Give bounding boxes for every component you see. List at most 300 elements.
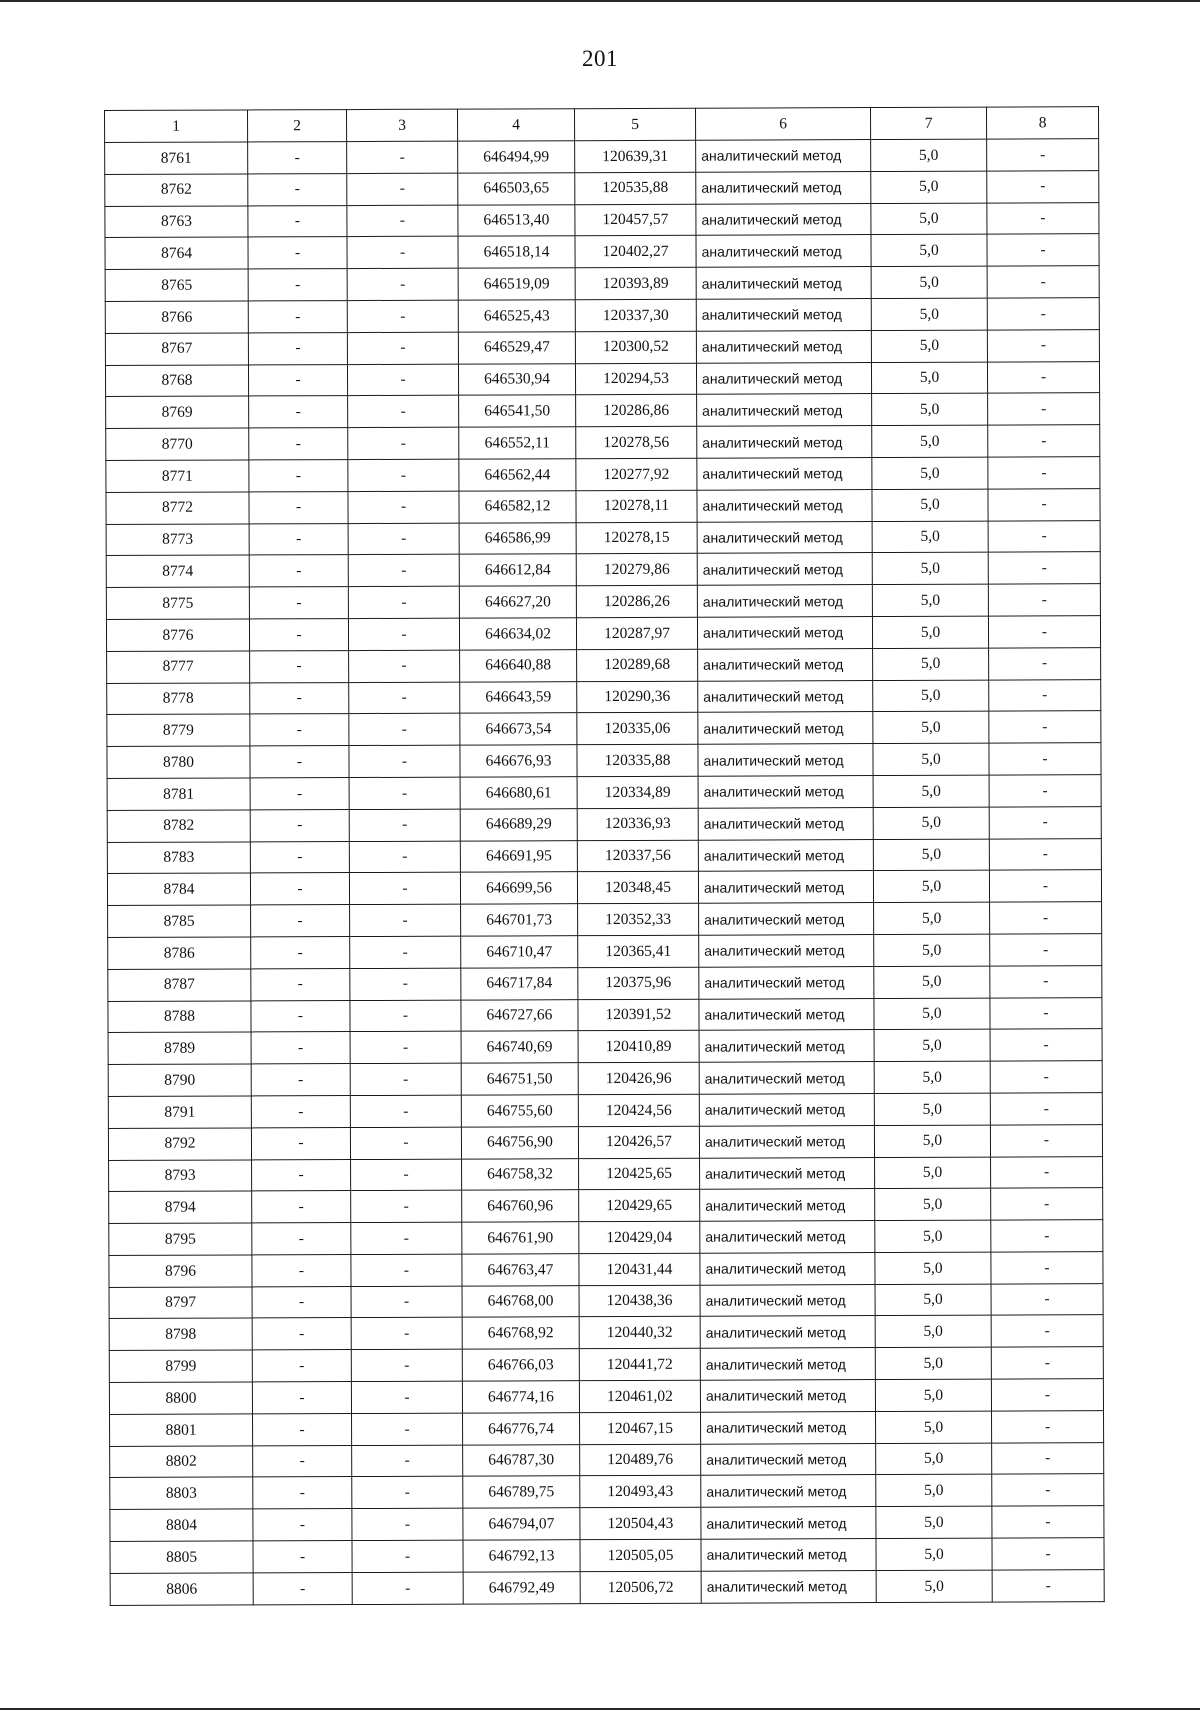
cell-col-8: - bbox=[990, 1029, 1102, 1061]
cell-col-3: - bbox=[350, 1031, 461, 1063]
cell-col-3: - bbox=[347, 268, 458, 300]
coordinate-y-cell: 120337,30 bbox=[575, 299, 696, 331]
table-row bbox=[105, 202, 1099, 238]
point-number-cell: 8766 bbox=[105, 301, 248, 333]
point-number-cell: 8792 bbox=[108, 1128, 251, 1160]
coordinate-x-cell: 646552,11 bbox=[459, 427, 576, 459]
coordinate-x-cell: 646751,50 bbox=[461, 1063, 578, 1095]
cell-col-3: - bbox=[352, 1540, 463, 1572]
table-row bbox=[108, 965, 1102, 1001]
coordinate-x-cell: 646761,90 bbox=[462, 1222, 579, 1254]
table-row bbox=[107, 870, 1101, 906]
coordinate-x-cell: 646699,56 bbox=[460, 872, 577, 904]
cell-col-2: - bbox=[252, 1159, 351, 1191]
point-number-cell: 8764 bbox=[105, 237, 248, 269]
cell-col-2: - bbox=[251, 905, 350, 937]
table-row bbox=[107, 743, 1101, 779]
point-number-cell: 8789 bbox=[108, 1032, 251, 1064]
cell-col-8: - bbox=[991, 1315, 1103, 1347]
coordinate-x-cell: 646768,92 bbox=[462, 1317, 579, 1349]
coordinate-y-cell: 120375,96 bbox=[578, 967, 699, 999]
table-row bbox=[108, 997, 1102, 1033]
point-number-cell: 8775 bbox=[106, 587, 249, 619]
method-cell: аналитический метод bbox=[701, 1507, 876, 1539]
cell-col-8: - bbox=[988, 552, 1100, 584]
method-cell: аналитический метод bbox=[698, 648, 873, 680]
coordinate-x-cell: 646689,29 bbox=[460, 808, 577, 840]
coordinate-x-cell: 646673,54 bbox=[460, 713, 577, 745]
cell-col-8: - bbox=[991, 1379, 1103, 1411]
cell-col-3: - bbox=[349, 713, 460, 745]
coordinate-x-cell: 646634,02 bbox=[459, 618, 576, 650]
cell-col-2: - bbox=[248, 301, 347, 333]
cell-col-2: - bbox=[248, 142, 347, 174]
cell-col-8: - bbox=[987, 170, 1099, 202]
cell-col-8: - bbox=[991, 1156, 1103, 1188]
cell-col-3: - bbox=[351, 1254, 462, 1286]
method-cell: аналитический метод bbox=[696, 140, 871, 172]
accuracy-cell: 5,0 bbox=[874, 934, 990, 966]
cell-col-3: - bbox=[351, 1286, 462, 1318]
accuracy-cell: 5,0 bbox=[871, 171, 987, 203]
cell-col-8: - bbox=[991, 1252, 1103, 1284]
coordinate-x-cell: 646525,43 bbox=[458, 300, 575, 332]
coordinate-x-cell: 646792,13 bbox=[463, 1540, 580, 1572]
cell-col-8: - bbox=[988, 393, 1100, 425]
table-row bbox=[108, 1061, 1102, 1097]
table-row bbox=[107, 806, 1101, 842]
method-cell: аналитический метод bbox=[701, 1411, 876, 1443]
cell-col-8: - bbox=[989, 711, 1101, 743]
table-row bbox=[110, 1474, 1104, 1510]
coordinate-y-cell: 120425,65 bbox=[579, 1158, 700, 1190]
cell-col-2: - bbox=[253, 1541, 352, 1573]
accuracy-cell: 5,0 bbox=[875, 1379, 991, 1411]
table-row bbox=[107, 838, 1101, 874]
point-number-cell: 8779 bbox=[107, 714, 250, 746]
cell-col-2: - bbox=[252, 1286, 351, 1318]
accuracy-cell: 5,0 bbox=[871, 139, 987, 171]
table-row bbox=[106, 457, 1100, 493]
cell-col-3: - bbox=[350, 1000, 461, 1032]
coordinate-x-cell: 646787,30 bbox=[463, 1444, 580, 1476]
point-number-cell: 8773 bbox=[106, 524, 249, 556]
accuracy-cell: 5,0 bbox=[876, 1443, 992, 1475]
coordinate-x-cell: 646562,44 bbox=[459, 459, 576, 491]
method-cell: аналитический метод bbox=[700, 1252, 875, 1284]
accuracy-cell: 5,0 bbox=[874, 1029, 990, 1061]
cell-col-2: - bbox=[248, 237, 347, 269]
accuracy-cell: 5,0 bbox=[872, 584, 988, 616]
method-cell: аналитический метод bbox=[700, 1221, 875, 1253]
method-cell: аналитический метод bbox=[698, 712, 873, 744]
cell-col-2: - bbox=[251, 1032, 350, 1064]
coordinate-y-cell: 120457,57 bbox=[575, 204, 696, 236]
cell-col-8: - bbox=[992, 1474, 1104, 1506]
point-number-cell: 8777 bbox=[107, 651, 250, 683]
coordinate-x-cell: 646518,14 bbox=[458, 236, 575, 268]
cell-col-3: - bbox=[350, 1063, 461, 1095]
cell-col-8: - bbox=[989, 743, 1101, 775]
cell-col-2: - bbox=[251, 936, 350, 968]
cell-col-2: - bbox=[253, 1509, 352, 1541]
point-number-cell: 8790 bbox=[108, 1064, 251, 1096]
method-cell: аналитический метод bbox=[696, 235, 871, 267]
cell-col-3: - bbox=[351, 1318, 462, 1350]
cell-col-8: - bbox=[990, 965, 1102, 997]
coordinate-y-cell: 120441,72 bbox=[579, 1349, 700, 1381]
coordinate-y-cell: 120410,89 bbox=[578, 1031, 699, 1063]
cell-col-8: - bbox=[989, 679, 1101, 711]
coordinate-y-cell: 120424,56 bbox=[578, 1094, 699, 1126]
method-cell: аналитический метод bbox=[699, 1093, 874, 1125]
accuracy-cell: 5,0 bbox=[875, 1284, 991, 1316]
cell-col-3: - bbox=[347, 237, 458, 269]
accuracy-cell: 5,0 bbox=[876, 1538, 992, 1570]
table-row bbox=[109, 1315, 1103, 1351]
method-cell: аналитический метод bbox=[697, 489, 872, 521]
accuracy-cell: 5,0 bbox=[872, 521, 988, 553]
cell-col-3: - bbox=[351, 1222, 462, 1254]
cell-col-3: - bbox=[347, 141, 458, 173]
coordinate-x-cell: 646760,96 bbox=[462, 1190, 579, 1222]
cell-col-2: - bbox=[249, 460, 348, 492]
table-row bbox=[105, 139, 1099, 175]
method-cell: аналитический метод bbox=[699, 1062, 874, 1094]
coordinate-y-cell: 120277,92 bbox=[576, 458, 697, 490]
cell-col-3: - bbox=[352, 1445, 463, 1477]
accuracy-cell: 5,0 bbox=[874, 1125, 990, 1157]
point-number-cell: 8801 bbox=[110, 1414, 253, 1446]
accuracy-cell: 5,0 bbox=[873, 711, 989, 743]
table-row bbox=[109, 1220, 1103, 1256]
cell-col-8: - bbox=[992, 1538, 1104, 1570]
cell-col-8: - bbox=[988, 425, 1100, 457]
accuracy-cell: 5,0 bbox=[871, 235, 987, 267]
method-cell: аналитический метод bbox=[697, 553, 872, 585]
cell-col-8: - bbox=[989, 647, 1101, 679]
cell-col-3: - bbox=[352, 1508, 463, 1540]
table-row bbox=[106, 520, 1100, 556]
coordinate-x-cell: 646763,47 bbox=[462, 1254, 579, 1286]
table-header-row bbox=[105, 107, 1099, 143]
coordinate-y-cell: 120393,89 bbox=[575, 267, 696, 299]
method-cell: аналитический метод bbox=[696, 267, 871, 299]
accuracy-cell: 5,0 bbox=[872, 616, 988, 648]
coordinate-x-cell: 646627,20 bbox=[459, 586, 576, 618]
point-number-cell: 8778 bbox=[107, 682, 250, 714]
cell-col-2: - bbox=[248, 205, 347, 237]
method-cell: аналитический метод bbox=[698, 871, 873, 903]
cell-col-2: - bbox=[250, 778, 349, 810]
cell-col-2: - bbox=[253, 1572, 352, 1604]
coordinate-y-cell: 120335,88 bbox=[577, 744, 698, 776]
table-row bbox=[108, 934, 1102, 970]
column-header: 7 bbox=[870, 107, 986, 139]
coordinate-y-cell: 120278,15 bbox=[576, 522, 697, 554]
coordinate-y-cell: 120438,36 bbox=[579, 1285, 700, 1317]
coordinate-x-cell: 646503,65 bbox=[458, 172, 575, 204]
cell-col-3: - bbox=[349, 682, 460, 714]
accuracy-cell: 5,0 bbox=[874, 998, 990, 1030]
cell-col-2: - bbox=[248, 364, 347, 396]
point-number-cell: 8770 bbox=[106, 428, 249, 460]
cell-col-8: - bbox=[987, 361, 1099, 393]
coordinate-y-cell: 120334,89 bbox=[577, 776, 698, 808]
cell-col-8: - bbox=[987, 234, 1099, 266]
coordinate-x-cell: 646643,59 bbox=[460, 681, 577, 713]
coordinate-x-cell: 646691,95 bbox=[460, 840, 577, 872]
coordinate-x-cell: 646758,32 bbox=[462, 1158, 579, 1190]
page-number: 201 bbox=[582, 46, 618, 71]
coordinate-y-cell: 120278,56 bbox=[576, 426, 697, 458]
coordinate-y-cell: 120426,96 bbox=[578, 1062, 699, 1094]
cell-col-3: - bbox=[351, 1349, 462, 1381]
cell-col-3: - bbox=[352, 1413, 463, 1445]
cell-col-8: - bbox=[990, 1061, 1102, 1093]
column-header: 6 bbox=[695, 108, 870, 141]
coordinate-y-cell: 120294,53 bbox=[575, 363, 696, 395]
method-cell: аналитический метод bbox=[700, 1348, 875, 1380]
point-number-cell: 8783 bbox=[107, 841, 250, 873]
method-cell: аналитический метод bbox=[699, 934, 874, 966]
cell-col-8: - bbox=[991, 1283, 1103, 1315]
method-cell: аналитический метод bbox=[696, 362, 871, 394]
accuracy-cell: 5,0 bbox=[872, 425, 988, 457]
cell-col-3: - bbox=[347, 173, 458, 205]
cell-col-2: - bbox=[249, 396, 348, 428]
point-number-cell: 8803 bbox=[110, 1477, 253, 1509]
cell-col-2: - bbox=[250, 873, 349, 905]
coordinate-x-cell: 646794,07 bbox=[463, 1508, 580, 1540]
coordinate-x-cell: 646541,50 bbox=[459, 395, 576, 427]
coordinate-y-cell: 120348,45 bbox=[577, 872, 698, 904]
cell-col-3: - bbox=[352, 1477, 463, 1509]
column-header: 1 bbox=[105, 110, 248, 143]
table-row bbox=[105, 298, 1099, 334]
cell-col-2: - bbox=[253, 1477, 352, 1509]
coordinate-x-cell: 646717,84 bbox=[461, 967, 578, 999]
cell-col-3: - bbox=[348, 586, 459, 618]
cell-col-8: - bbox=[988, 616, 1100, 648]
point-number-cell: 8786 bbox=[108, 937, 251, 969]
coordinate-y-cell: 120335,06 bbox=[577, 713, 698, 745]
table-row bbox=[106, 393, 1100, 429]
accuracy-cell: 5,0 bbox=[876, 1411, 992, 1443]
cell-col-3: - bbox=[349, 872, 460, 904]
method-cell: аналитический метод bbox=[698, 775, 873, 807]
cell-col-2: - bbox=[249, 619, 348, 651]
cell-col-3: - bbox=[348, 459, 459, 491]
accuracy-cell: 5,0 bbox=[875, 1157, 991, 1189]
coordinate-x-cell: 646494,99 bbox=[458, 141, 575, 173]
cell-col-2: - bbox=[249, 555, 348, 587]
coordinate-y-cell: 120440,32 bbox=[579, 1317, 700, 1349]
accuracy-cell: 5,0 bbox=[876, 1475, 992, 1507]
cell-col-8: - bbox=[988, 520, 1100, 552]
accuracy-cell: 5,0 bbox=[873, 680, 989, 712]
coordinate-x-cell: 646766,03 bbox=[462, 1349, 579, 1381]
cell-col-8: - bbox=[992, 1442, 1104, 1474]
method-cell: аналитический метод bbox=[699, 1030, 874, 1062]
cell-col-3: - bbox=[350, 968, 461, 1000]
table-row bbox=[105, 266, 1099, 302]
cell-col-2: - bbox=[252, 1223, 351, 1255]
column-header: 8 bbox=[986, 107, 1098, 139]
cell-col-3: - bbox=[349, 809, 460, 841]
method-cell: аналитический метод bbox=[701, 1570, 876, 1602]
coordinate-x-cell: 646792,49 bbox=[463, 1572, 580, 1604]
method-cell: аналитический метод bbox=[699, 1125, 874, 1157]
cell-col-2: - bbox=[250, 809, 349, 841]
coordinate-y-cell: 120289,68 bbox=[577, 649, 698, 681]
accuracy-cell: 5,0 bbox=[871, 298, 987, 330]
method-cell: аналитический метод bbox=[699, 998, 874, 1030]
cell-col-3: - bbox=[349, 777, 460, 809]
scan-edge-top bbox=[0, 0, 1200, 2]
point-number-cell: 8771 bbox=[106, 460, 249, 492]
method-cell: аналитический метод bbox=[700, 1284, 875, 1316]
accuracy-cell: 5,0 bbox=[875, 1252, 991, 1284]
cell-col-2: - bbox=[252, 1382, 351, 1414]
cell-col-8: - bbox=[989, 775, 1101, 807]
method-cell: аналитический метод bbox=[697, 617, 872, 649]
cell-col-2: - bbox=[249, 491, 348, 523]
cell-col-8: - bbox=[992, 1506, 1104, 1538]
accuracy-cell: 5,0 bbox=[872, 393, 988, 425]
coordinate-y-cell: 120337,56 bbox=[577, 840, 698, 872]
method-cell: аналитический метод bbox=[696, 330, 871, 362]
coordinate-y-cell: 120489,76 bbox=[580, 1444, 701, 1476]
accuracy-cell: 5,0 bbox=[875, 1316, 991, 1348]
cell-col-2: - bbox=[253, 1413, 352, 1445]
method-cell: аналитический метод bbox=[696, 299, 871, 331]
accuracy-cell: 5,0 bbox=[873, 775, 989, 807]
accuracy-cell: 5,0 bbox=[871, 266, 987, 298]
coordinate-y-cell: 120639,31 bbox=[575, 140, 696, 172]
accuracy-cell: 5,0 bbox=[871, 203, 987, 235]
cell-col-3: - bbox=[348, 523, 459, 555]
method-cell: аналитический метод bbox=[701, 1539, 876, 1571]
point-number-cell: 8762 bbox=[105, 174, 248, 206]
cell-col-8: - bbox=[988, 584, 1100, 616]
method-cell: аналитический метод bbox=[697, 426, 872, 458]
accuracy-cell: 5,0 bbox=[873, 743, 989, 775]
cell-col-2: - bbox=[252, 1191, 351, 1223]
point-number-cell: 8776 bbox=[106, 619, 249, 651]
coordinate-x-cell: 646582,12 bbox=[459, 490, 576, 522]
coordinate-x-cell: 646529,47 bbox=[458, 331, 575, 363]
cell-col-2: - bbox=[248, 173, 347, 205]
cell-col-3: - bbox=[349, 841, 460, 873]
method-cell: аналитический метод bbox=[696, 171, 871, 203]
accuracy-cell: 5,0 bbox=[873, 870, 989, 902]
cell-col-3: - bbox=[349, 745, 460, 777]
column-header: 5 bbox=[574, 108, 695, 140]
coordinate-y-cell: 120535,88 bbox=[575, 172, 696, 204]
coordinate-x-cell: 646513,40 bbox=[458, 204, 575, 236]
cell-col-8: - bbox=[987, 329, 1099, 361]
coordinate-x-cell: 646776,74 bbox=[463, 1413, 580, 1445]
method-cell: аналитический метод bbox=[700, 1189, 875, 1221]
cell-col-3: - bbox=[348, 427, 459, 459]
cell-col-3: - bbox=[348, 396, 459, 428]
accuracy-cell: 5,0 bbox=[876, 1570, 992, 1602]
table-row bbox=[109, 1188, 1103, 1224]
table-row bbox=[106, 425, 1100, 461]
table-row bbox=[107, 711, 1101, 747]
cell-col-2: - bbox=[253, 1445, 352, 1477]
coordinate-x-cell: 646530,94 bbox=[458, 363, 575, 395]
cell-col-2: - bbox=[251, 1064, 350, 1096]
point-number-cell: 8772 bbox=[106, 492, 249, 524]
method-cell: аналитический метод bbox=[701, 1443, 876, 1475]
coordinate-x-cell: 646640,88 bbox=[460, 649, 577, 681]
accuracy-cell: 5,0 bbox=[871, 362, 987, 394]
table-row bbox=[107, 647, 1101, 683]
coordinate-y-cell: 120429,65 bbox=[579, 1190, 700, 1222]
point-number-cell: 8784 bbox=[107, 873, 250, 905]
cell-col-8: - bbox=[990, 934, 1102, 966]
cell-col-3: - bbox=[352, 1572, 463, 1604]
column-header: 4 bbox=[457, 109, 574, 141]
coordinate-x-cell: 646710,47 bbox=[461, 936, 578, 968]
accuracy-cell: 5,0 bbox=[875, 1220, 991, 1252]
coordinate-y-cell: 120287,97 bbox=[576, 617, 697, 649]
coordinate-y-cell: 120286,26 bbox=[576, 585, 697, 617]
accuracy-cell: 5,0 bbox=[874, 902, 990, 934]
point-number-cell: 8804 bbox=[110, 1509, 253, 1541]
table-row bbox=[105, 329, 1099, 365]
point-number-cell: 8799 bbox=[109, 1350, 252, 1382]
coordinate-x-cell: 646586,99 bbox=[459, 522, 576, 554]
point-number-cell: 8802 bbox=[110, 1446, 253, 1478]
point-number-cell: 8782 bbox=[107, 810, 250, 842]
cell-col-2: - bbox=[249, 587, 348, 619]
table-row bbox=[106, 552, 1100, 588]
accuracy-cell: 5,0 bbox=[875, 1188, 991, 1220]
table-row bbox=[110, 1538, 1104, 1574]
cell-col-3: - bbox=[347, 300, 458, 332]
cell-col-2: - bbox=[251, 1095, 350, 1127]
table-row bbox=[110, 1411, 1104, 1447]
cell-col-3: - bbox=[348, 618, 459, 650]
table-row bbox=[110, 1570, 1104, 1606]
point-number-cell: 8768 bbox=[105, 365, 248, 397]
table-row bbox=[105, 361, 1099, 397]
coordinate-x-cell: 646519,09 bbox=[458, 268, 575, 300]
table-body bbox=[105, 139, 1105, 1605]
cell-col-2: - bbox=[252, 1254, 351, 1286]
cell-col-2: - bbox=[251, 968, 350, 1000]
cell-col-3: - bbox=[347, 332, 458, 364]
point-number-cell: 8800 bbox=[109, 1382, 252, 1414]
cell-col-8: - bbox=[991, 1220, 1103, 1252]
accuracy-cell: 5,0 bbox=[873, 839, 989, 871]
point-number-cell: 8793 bbox=[109, 1159, 252, 1191]
point-number-cell: 8763 bbox=[105, 206, 248, 238]
point-number-cell: 8805 bbox=[110, 1541, 253, 1573]
cell-col-2: - bbox=[250, 714, 349, 746]
point-number-cell: 8780 bbox=[107, 746, 250, 778]
point-number-cell: 8788 bbox=[108, 1000, 251, 1032]
table-row bbox=[110, 1442, 1104, 1478]
method-cell: аналитический метод bbox=[698, 680, 873, 712]
accuracy-cell: 5,0 bbox=[873, 648, 989, 680]
coordinate-x-cell: 646612,84 bbox=[459, 554, 576, 586]
cell-col-2: - bbox=[249, 523, 348, 555]
point-number-cell: 8781 bbox=[107, 778, 250, 810]
